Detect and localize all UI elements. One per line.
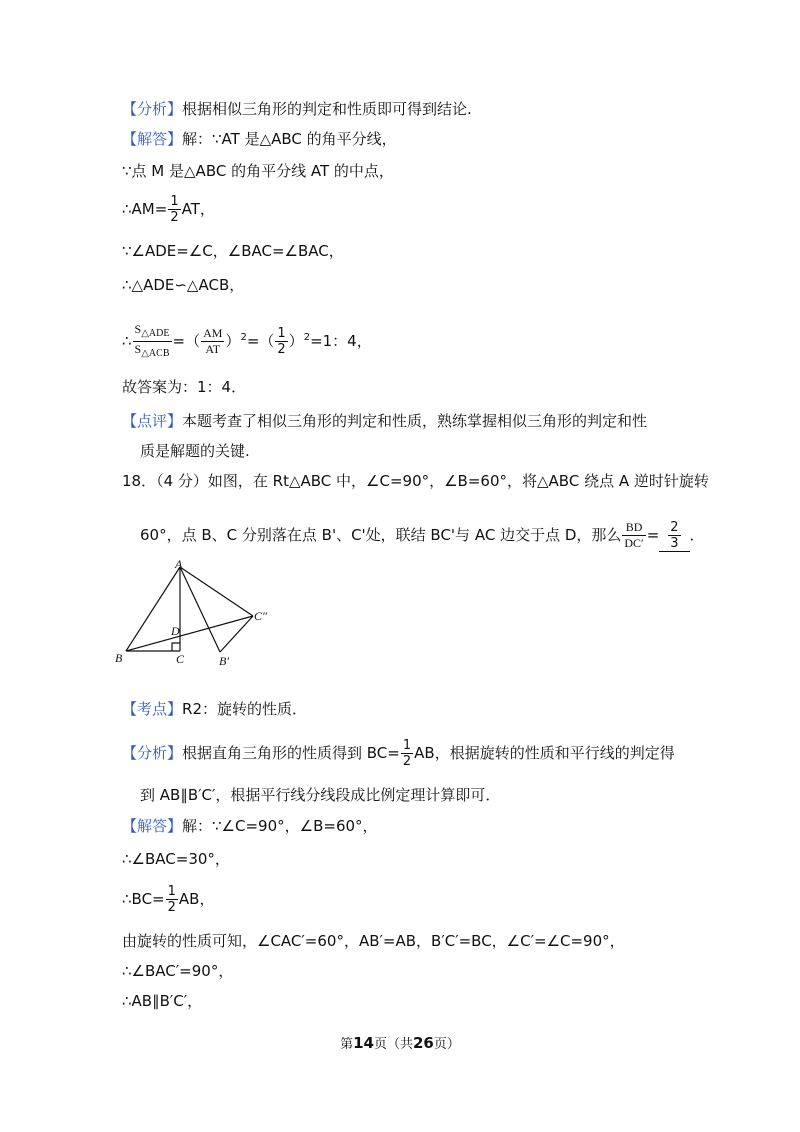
step-text: ） [225,332,241,350]
footer-text: 第 [340,1037,354,1052]
denominator: 3 [670,536,679,551]
comment-line-2: 质是解题的关键. [140,442,250,460]
comment-text: 本题考查了相似三角形的判定和性质，熟练掌握相似三角形的判定和性 [182,412,648,430]
step-line: ∵∠ADE=∠C，∠BAC=∠BAC， [122,242,344,260]
stem-text: ． [689,526,705,544]
step-line: ∴∠BAC′=90°， [122,962,234,980]
analysis-tag: 【分析】 [122,100,183,118]
answer-line: 故答案为：1：4． [122,378,247,396]
solution-line [122,128,397,150]
denominator: AT [205,342,221,356]
page-footer [0,1033,800,1052]
right-angle-mark [172,643,180,651]
step-line [122,884,214,915]
solution-line [122,815,378,837]
fraction [201,326,224,357]
step-text: ∴ [122,332,132,350]
numerator: 1 [170,194,179,209]
answer-fraction [668,520,680,551]
total-pages: 26 [413,1034,434,1052]
step-text: =（ [246,332,275,350]
knowledge-point-text: R2：旋转的性质． [182,700,307,718]
comment-tag: 【点评】 [122,412,183,430]
label-c-prime: C″ [254,609,268,623]
fraction [168,194,180,225]
denominator: 2 [402,754,412,769]
solution-tag: 【解答】 [122,817,183,835]
analysis-line [122,98,472,120]
footer-text: 页（共 [373,1037,413,1052]
analysis-line-2: 到 AB∥B′C′，根据平行线分线段成比例定理计算即可． [140,786,501,804]
step-text: =（ [172,332,201,350]
fraction [401,738,413,769]
analysis-tag: 【分析】 [122,744,183,762]
numerator: 1 [277,326,286,341]
page-number: 14 [353,1034,374,1052]
numerator: 2 [670,520,679,535]
label-c: C [176,652,185,666]
step-text: ） [288,332,304,350]
equals-sign: = [646,526,660,544]
analysis-text: 根据相似三角形的判定和性质即可得到结论. [182,100,472,118]
question-stem-2 [140,520,705,552]
fraction [166,884,178,915]
footer-text: 页） [433,1037,460,1052]
step-line: ∴∠BAC=30°， [122,850,230,868]
numerator-symbol: S [134,322,142,336]
comment-line [122,410,647,432]
question-stem: 18．（4 分）如图，在 Rt△ABC 中，∠C=90°，∠B=60°，将△ABC 绕点 A 逆时针旋转 [122,472,709,490]
solution-text: 解：∵AT 是△ABC 的角平分线， [182,130,397,148]
segment-bprime-cprime [220,616,253,652]
step-line: ∴△ADE∽△ACB， [122,276,245,294]
knowledge-point-tag: 【考点】 [122,700,183,718]
denominator-subscript: △ACB [141,348,170,359]
analysis-text: AB，根据旋转的性质和平行线的判定得 [414,744,675,762]
exponent: 2 [240,332,247,343]
denominator [133,342,172,361]
fraction [275,326,287,357]
solution-text: 解：∵∠C=90°，∠B=60°， [182,817,378,835]
step-line: 由旋转的性质可知，∠CAC′=60°，AB′=AB，B′C′=BC，∠C′=∠C=90°， [122,932,625,950]
denominator: 2 [167,900,176,915]
numerator: AM [203,326,223,340]
numerator: 1 [402,738,412,753]
knowledge-point-line [122,698,307,720]
step-text: ∴BC= [122,890,165,908]
denominator: 2 [277,342,286,357]
geometry-figure [112,558,272,670]
step-line [122,194,215,225]
step-line [122,322,372,361]
label-d: D [171,624,180,638]
numerator-subscript: △ADE [141,328,170,339]
step-line: ∵点 M 是△ABC 的角平分线 AT 的中点， [122,162,394,180]
numerator [133,322,172,342]
answer-blank [659,520,689,552]
step-line: ∴AB∥B′C′， [122,992,203,1010]
step-text: AB， [178,890,215,908]
denominator: DC′ [624,536,644,550]
exponent: 2 [303,332,311,343]
numerator: 1 [167,884,176,899]
step-text: ∴AM= [122,200,168,218]
stem-text: 60°，点 B、C 分别落在点 B'、C'处，联结 BC'与 AC 边交于点 D，那么 [140,526,622,544]
denominator-symbol: S [134,342,142,356]
denominator: 2 [170,210,179,225]
solution-tag: 【解答】 [122,130,183,148]
analysis-line [122,738,675,769]
label-b: B [115,651,123,665]
step-text: =1：4， [310,332,372,350]
step-text: AT， [181,200,215,218]
label-b-prime: B′ [219,654,229,668]
analysis-text: 根据直角三角形的性质得到 BC= [182,744,400,762]
label-a: A [175,558,183,571]
numerator: BD [622,520,645,536]
fraction [133,322,172,361]
fraction [622,520,645,551]
